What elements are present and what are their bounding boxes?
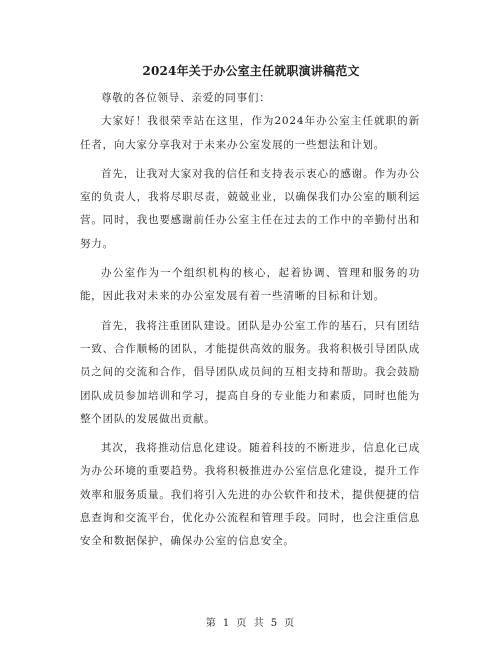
paragraph: 首先，我将注重团队建设。团队是办公室工作的基石，只有团结一致、合作顺畅的团队，才能提供高效的服务。我将积极引导团队成员之间的交流和合作，倡导团队成员间的互相支持和帮助。我会鼓励团队成员参加培训和学习，提高自身的专业能力和素质，同时也能为整个团队的发展做出贡献。 [80,319,420,425]
paragraph: 大家好！我很荣幸站在这里，作为2024年办公室主任就职的新任者，向大家分享我对于未来办公室发展的一些想法和计划。 [80,115,420,151]
document-title: 2024年关于办公室主任就职演讲稿范文 [142,64,360,78]
paragraph: 其次，我将推动信息化建设。随着科技的不断进步，信息化已成为办公环境的重要趋势。我将积极推进办公室信息化建设，提升工作效率和服务质量。我们将引入先进的办公软件和技术，提供便捷的信息查询和交流平台，优化办公流程和管理手段。同时，也会注重信息安全和数据保护，确保办公室的信息安全。 [80,442,420,548]
salutation: 尊敬的各位领导、亲爱的同事们： [101,92,271,104]
paragraph: 首先，让我对大家对我的信任和支持表示衷心的感谢。作为办公室的负责人，我将尽职尽责，兢兢业业，以确保我们办公室的顺利运营。同时，我也要感谢前任办公室主任在过去的工作中的辛勤付出和努力。 [80,167,420,250]
page-number: 第 1 页 共 5 页 [205,618,297,629]
document-body [80,87,420,560]
paragraph: 办公室作为一个组织机构的核心，起着协调、管理和服务的功能，因此我对未来的办公室发展有着一些清晰的目标和计划。 [80,267,420,303]
